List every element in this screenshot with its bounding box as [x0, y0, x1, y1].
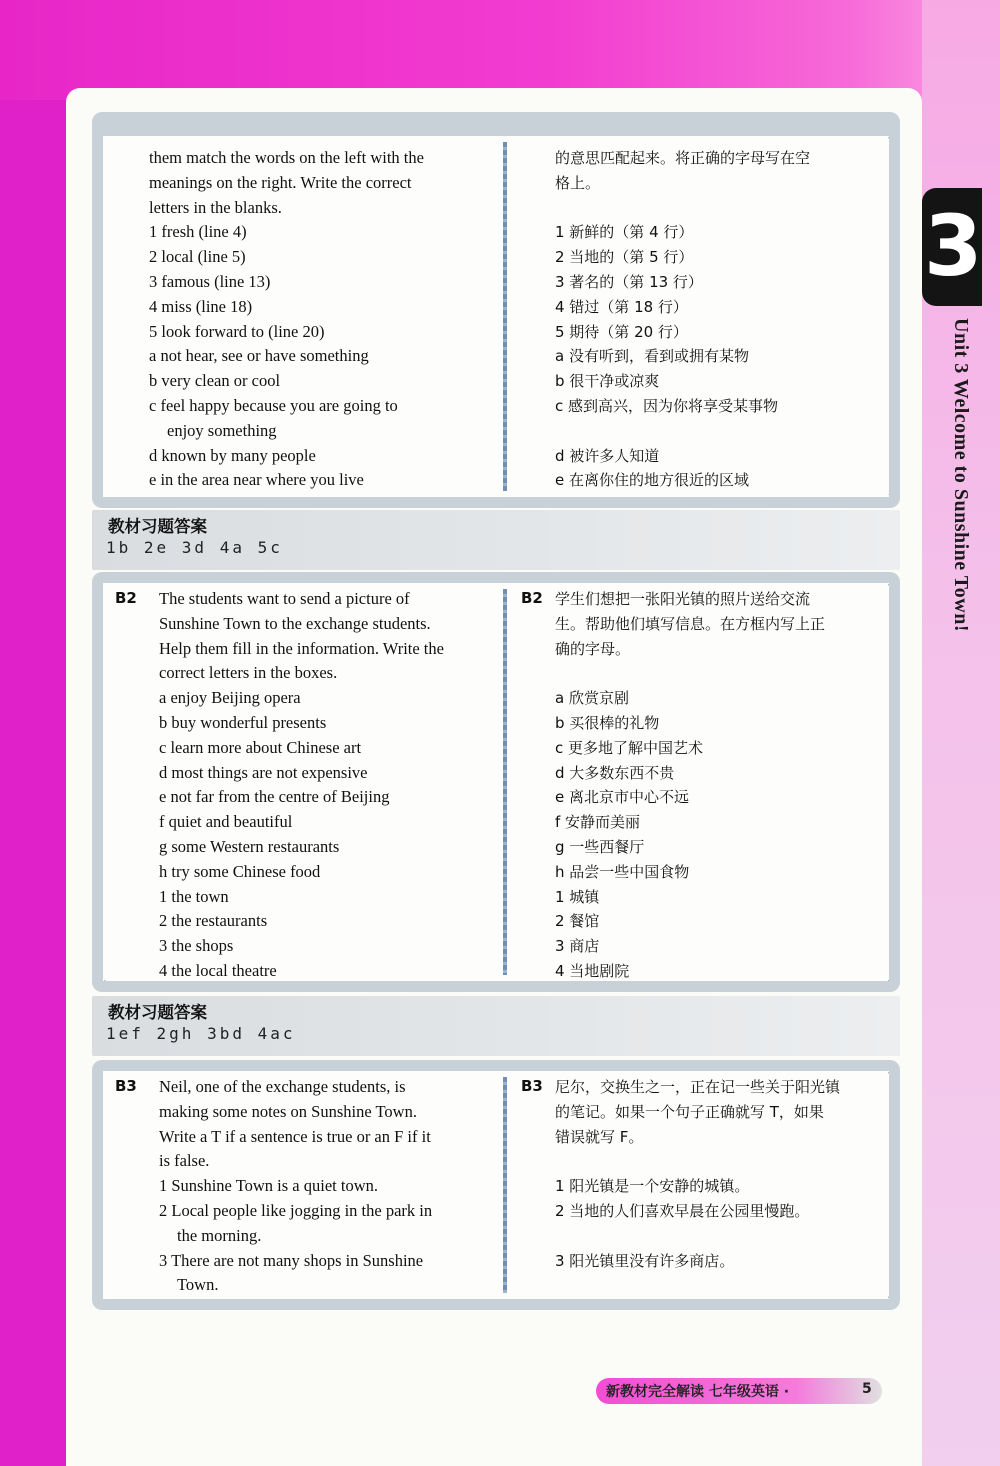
column-divider: [503, 589, 507, 975]
text-line: 的意思匹配起来。将正确的字母写在空: [555, 149, 811, 167]
list-item: 4 当地剧院: [555, 961, 630, 980]
list-item: c 感到高兴，因为你将享受某事物: [555, 396, 779, 415]
text-line: meanings on the right. Write the correct: [149, 172, 412, 192]
english-column: [159, 1075, 489, 1298]
unit-title: Unit 3 Welcome to Sunshine Town!: [950, 318, 972, 633]
list-item: 3 famous (line 13): [149, 271, 271, 291]
list-item: 2 local (line 5): [149, 247, 246, 267]
list-item: 2 当地的人们喜欢早晨在公园里慢跑。: [555, 1201, 810, 1220]
text-line: them match the words on the left with the: [149, 148, 424, 167]
list-item: 1 the town: [159, 886, 229, 906]
exercise-label: B3: [521, 1077, 543, 1095]
list-item: 2 Local people like jogging in the park in: [159, 1200, 433, 1220]
list-item: f quiet and beautiful: [159, 812, 293, 832]
list-item: 5 期待（第 20 行）: [555, 322, 688, 341]
answer-band-1: [92, 510, 900, 570]
list-item: h try some Chinese food: [159, 861, 321, 881]
list-item: 4 错过（第 18 行）: [555, 297, 688, 316]
list-item: d 大多数东西不贵: [555, 763, 675, 782]
list-item: 1 fresh (line 4): [149, 222, 247, 242]
text-line: 生。帮助他们填写信息。在方框内写上正: [555, 614, 826, 633]
list-item: Town.: [177, 1275, 219, 1295]
list-item: a 欣赏京剧: [555, 689, 629, 708]
text-line: 错误就写 F。: [555, 1127, 644, 1146]
text-line: 确的字母。: [555, 639, 631, 658]
footer-book-title: 新教材完全解读 七年级英语 ·: [606, 1384, 790, 1400]
list-item: b very clean or cool: [149, 371, 281, 391]
list-item: 2 the restaurants: [159, 911, 268, 931]
list-item: a not hear, see or have something: [149, 346, 369, 366]
list-item: c feel happy because you are going to: [149, 395, 398, 415]
text-line: 的笔记。如果一个句子正确就写 T，如果: [555, 1102, 824, 1121]
exercise-label: B2: [115, 589, 137, 607]
page-number: 5: [862, 1381, 872, 1397]
text-line: 格上。: [555, 173, 601, 192]
list-item: 3 There are not many shops in Sunshine: [159, 1250, 424, 1270]
answer-text: 1b 2e 3d 4a 5c: [106, 538, 283, 557]
text-line: 学生们想把一张阳光镇的照片送给交流: [555, 590, 811, 608]
text-line: correct letters in the boxes.: [159, 663, 338, 683]
list-item: the morning.: [177, 1225, 262, 1245]
text-line: The students want to send a picture of: [159, 589, 410, 608]
column-divider: [503, 142, 507, 491]
list-item: h 品尝一些中国食物: [555, 862, 690, 881]
list-item: 2 餐馆: [555, 912, 600, 931]
top-color-band: [0, 0, 1000, 100]
list-item: 3 阳光镇里没有许多商店。: [555, 1251, 735, 1270]
list-item: g 一些西餐厅: [555, 837, 645, 856]
exercise-box-b1: [92, 112, 900, 508]
unit-number: 3: [924, 197, 983, 295]
chinese-column: [555, 587, 885, 984]
list-item: 3 the shops: [159, 936, 234, 956]
text-line: is false.: [159, 1151, 210, 1171]
exercise-box-b3: [92, 1060, 900, 1310]
list-item: 4 the local theatre: [159, 960, 277, 980]
list-item: d most things are not expensive: [159, 762, 368, 782]
answer-band-2: [92, 996, 900, 1056]
list-item: 1 阳光镇是一个安静的城镇。: [555, 1177, 750, 1196]
text-line: letters in the blanks.: [149, 197, 282, 217]
text-line: Write a T if a sentence is true or an F if it: [159, 1126, 431, 1146]
list-item: f 安静而美丽: [555, 813, 641, 832]
list-item: d 被许多人知道: [555, 446, 660, 465]
exercise-box-b2: [92, 572, 900, 992]
list-item: 1 城镇: [555, 887, 600, 906]
list-item: e 离北京市中心不远: [555, 788, 689, 807]
list-item: b 很干净或凉爽: [555, 372, 660, 391]
english-column: [159, 587, 489, 984]
list-item: 3 商店: [555, 937, 600, 956]
answer-text: 1ef 2gh 3bd 4ac: [106, 1024, 296, 1043]
list-item: b 买很棒的礼物: [555, 713, 660, 732]
list-item: a enjoy Beijing opera: [159, 688, 301, 708]
list-item: b buy wonderful presents: [159, 712, 327, 732]
list-item: e in the area near where you live: [149, 470, 364, 490]
text-line: Neil, one of the exchange students, is: [159, 1077, 406, 1096]
list-item: c learn more about Chinese art: [159, 737, 362, 757]
list-item: enjoy something: [167, 420, 277, 440]
answer-title: 教材习题答案: [108, 1003, 207, 1022]
text-line: 尼尔，交换生之一，正在记一些关于阳光镇: [555, 1078, 841, 1096]
text-line: making some notes on Sunshine Town.: [159, 1101, 417, 1121]
exercise-label: B3: [115, 1077, 137, 1095]
list-item: 4 miss (line 18): [149, 296, 253, 316]
chinese-column: [555, 1075, 885, 1273]
text-line: Help them fill in the information. Write the: [159, 638, 444, 658]
list-item: 1 新鲜的（第 4 行）: [555, 223, 694, 242]
list-item: 1 Sunshine Town is a quiet town.: [159, 1176, 378, 1196]
list-item: a 没有听到，看到或拥有某物: [555, 347, 749, 366]
text-line: Sunshine Town to the exchange students.: [159, 613, 431, 633]
list-item: 3 著名的（第 13 行）: [555, 272, 703, 291]
list-item: e not far from the centre of Beijing: [159, 787, 390, 807]
chinese-column: [555, 146, 885, 493]
list-item: e 在离你住的地方很近的区域: [555, 471, 749, 490]
list-item: 2 当地的（第 5 行）: [555, 248, 694, 267]
english-column: [149, 146, 489, 493]
list-item: c 更多地了解中国艺术: [555, 738, 704, 757]
list-item: d known by many people: [149, 445, 316, 465]
exercise-label: B2: [521, 589, 543, 607]
list-item: g some Western restaurants: [159, 836, 340, 856]
column-divider: [503, 1077, 507, 1293]
answer-title: 教材习题答案: [108, 517, 207, 536]
list-item: 5 look forward to (line 20): [149, 321, 325, 341]
